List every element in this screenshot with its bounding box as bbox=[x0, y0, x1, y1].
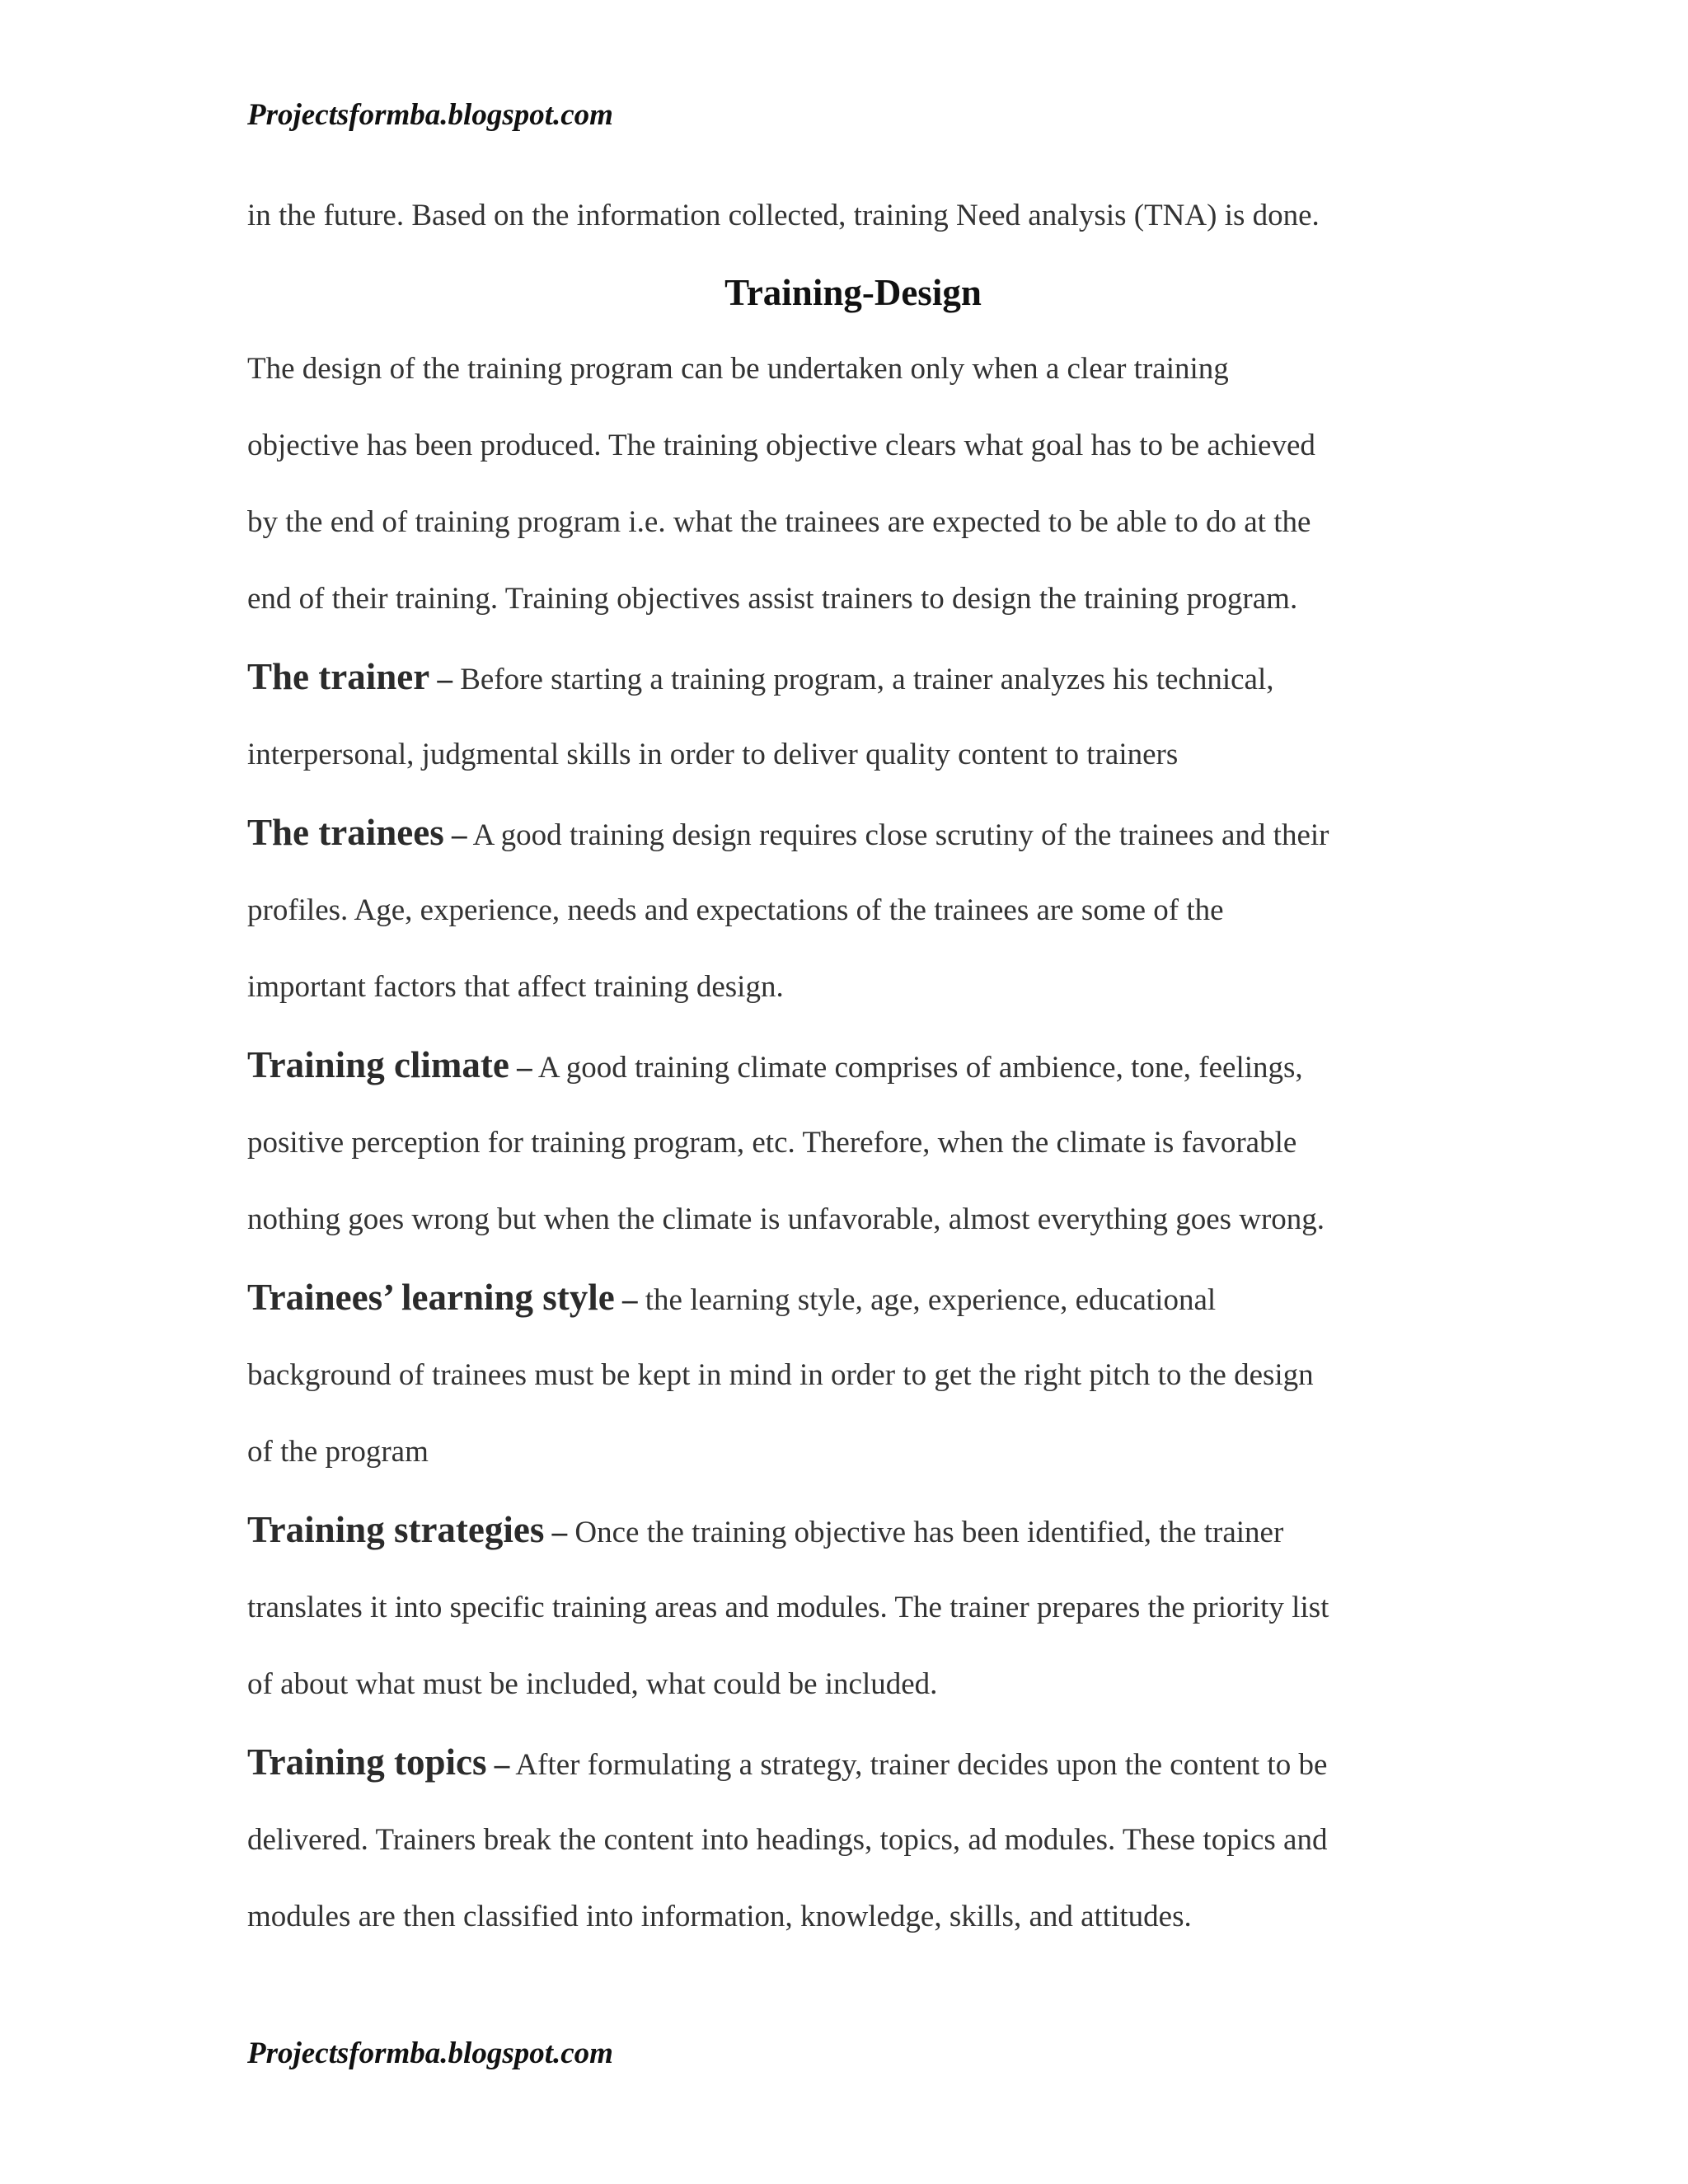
item-training-strategies bbox=[247, 1504, 1434, 1736]
item-first-line: A good training design requires close scrutiny of the trainees and their bbox=[467, 818, 1329, 852]
item-term: Trainees’ learning style bbox=[247, 1277, 615, 1318]
item-line: of the program bbox=[247, 1435, 429, 1469]
paragraph-line: objective has been produced. The training objective clears what goal has to be achieved bbox=[247, 429, 1315, 462]
item-dash: – bbox=[443, 818, 467, 852]
design-paragraph bbox=[247, 344, 1434, 651]
page-header: Projectsformba.blogspot.com bbox=[247, 98, 613, 132]
section-title bbox=[247, 268, 1434, 344]
paragraph-line: The design of the training program can be undertaken only when a clear training bbox=[247, 352, 1229, 386]
item-term: The trainees bbox=[247, 812, 444, 853]
item-line: delivered. Trainers break the content into headings, topics, ad modules. These topics and bbox=[247, 1823, 1328, 1857]
paragraph-line: by the end of training program i.e. what the trainees are expected to be able to do at the bbox=[247, 505, 1311, 539]
paragraph-line: end of their training. Training objectives assist trainers to design the training program. bbox=[247, 582, 1298, 616]
page-footer: Projectsformba.blogspot.com bbox=[247, 2036, 613, 2070]
item-lead-line bbox=[247, 1504, 1434, 1583]
item-dash: – bbox=[544, 1516, 568, 1549]
item-dash: – bbox=[614, 1283, 638, 1317]
item-dash: – bbox=[429, 663, 452, 696]
item-first-line: Once the training objective has been identified, the trainer bbox=[567, 1516, 1284, 1549]
item-term: The trainer bbox=[247, 656, 430, 697]
item-training-climate bbox=[247, 1039, 1434, 1272]
item-the-trainees bbox=[247, 807, 1434, 1039]
item-dash: – bbox=[486, 1748, 510, 1782]
item-line: interpersonal, judgmental skills in order to deliver quality content to trainers bbox=[247, 738, 1179, 771]
item-line: profiles. Age, experience, needs and expectations of the trainees are some of the bbox=[247, 893, 1224, 927]
item-line: modules are then classified into information, knowledge, skills, and attitudes. bbox=[247, 1900, 1192, 1933]
item-line: background of trainees must be kept in mind in order to get the right pitch to the design bbox=[247, 1358, 1314, 1392]
item-lead-line bbox=[247, 1736, 1434, 1816]
section-title-text: Training-Design bbox=[724, 272, 982, 313]
item-lead-line bbox=[247, 651, 1434, 730]
item-training-topics bbox=[247, 1736, 1434, 1969]
item-dash: – bbox=[509, 1051, 532, 1085]
intro-line: in the future. Based on the information collected, training Need analysis (TNA) is done. bbox=[247, 199, 1320, 232]
item-the-trainer bbox=[247, 651, 1434, 807]
page-body bbox=[247, 191, 1434, 1969]
item-term: Training topics bbox=[247, 1741, 487, 1783]
item-lead-line bbox=[247, 1039, 1434, 1118]
item-learning-style bbox=[247, 1272, 1434, 1504]
item-first-line: After formulating a strategy, trainer decides upon the content to be bbox=[509, 1748, 1328, 1782]
item-lead-line bbox=[247, 1272, 1434, 1351]
item-lead-line bbox=[247, 807, 1434, 886]
item-term: Training climate bbox=[247, 1044, 509, 1085]
item-line: nothing goes wrong but when the climate is unfavorable, almost everything goes wrong. bbox=[247, 1202, 1325, 1236]
item-term: Training strategies bbox=[247, 1509, 545, 1550]
item-line: translates it into specific training areas and modules. The trainer prepares the priority list bbox=[247, 1591, 1329, 1624]
item-line: of about what must be included, what could be included. bbox=[247, 1667, 938, 1701]
item-line: important factors that affect training design. bbox=[247, 970, 784, 1004]
item-first-line: Before starting a training program, a trainer analyzes his technical, bbox=[452, 663, 1274, 696]
item-line: positive perception for training program, etc. Therefore, when the climate is favorable bbox=[247, 1126, 1297, 1160]
item-first-line: A good training climate comprises of ambience, tone, feelings, bbox=[532, 1051, 1303, 1085]
item-first-line: the learning style, age, experience, educational bbox=[637, 1283, 1217, 1317]
